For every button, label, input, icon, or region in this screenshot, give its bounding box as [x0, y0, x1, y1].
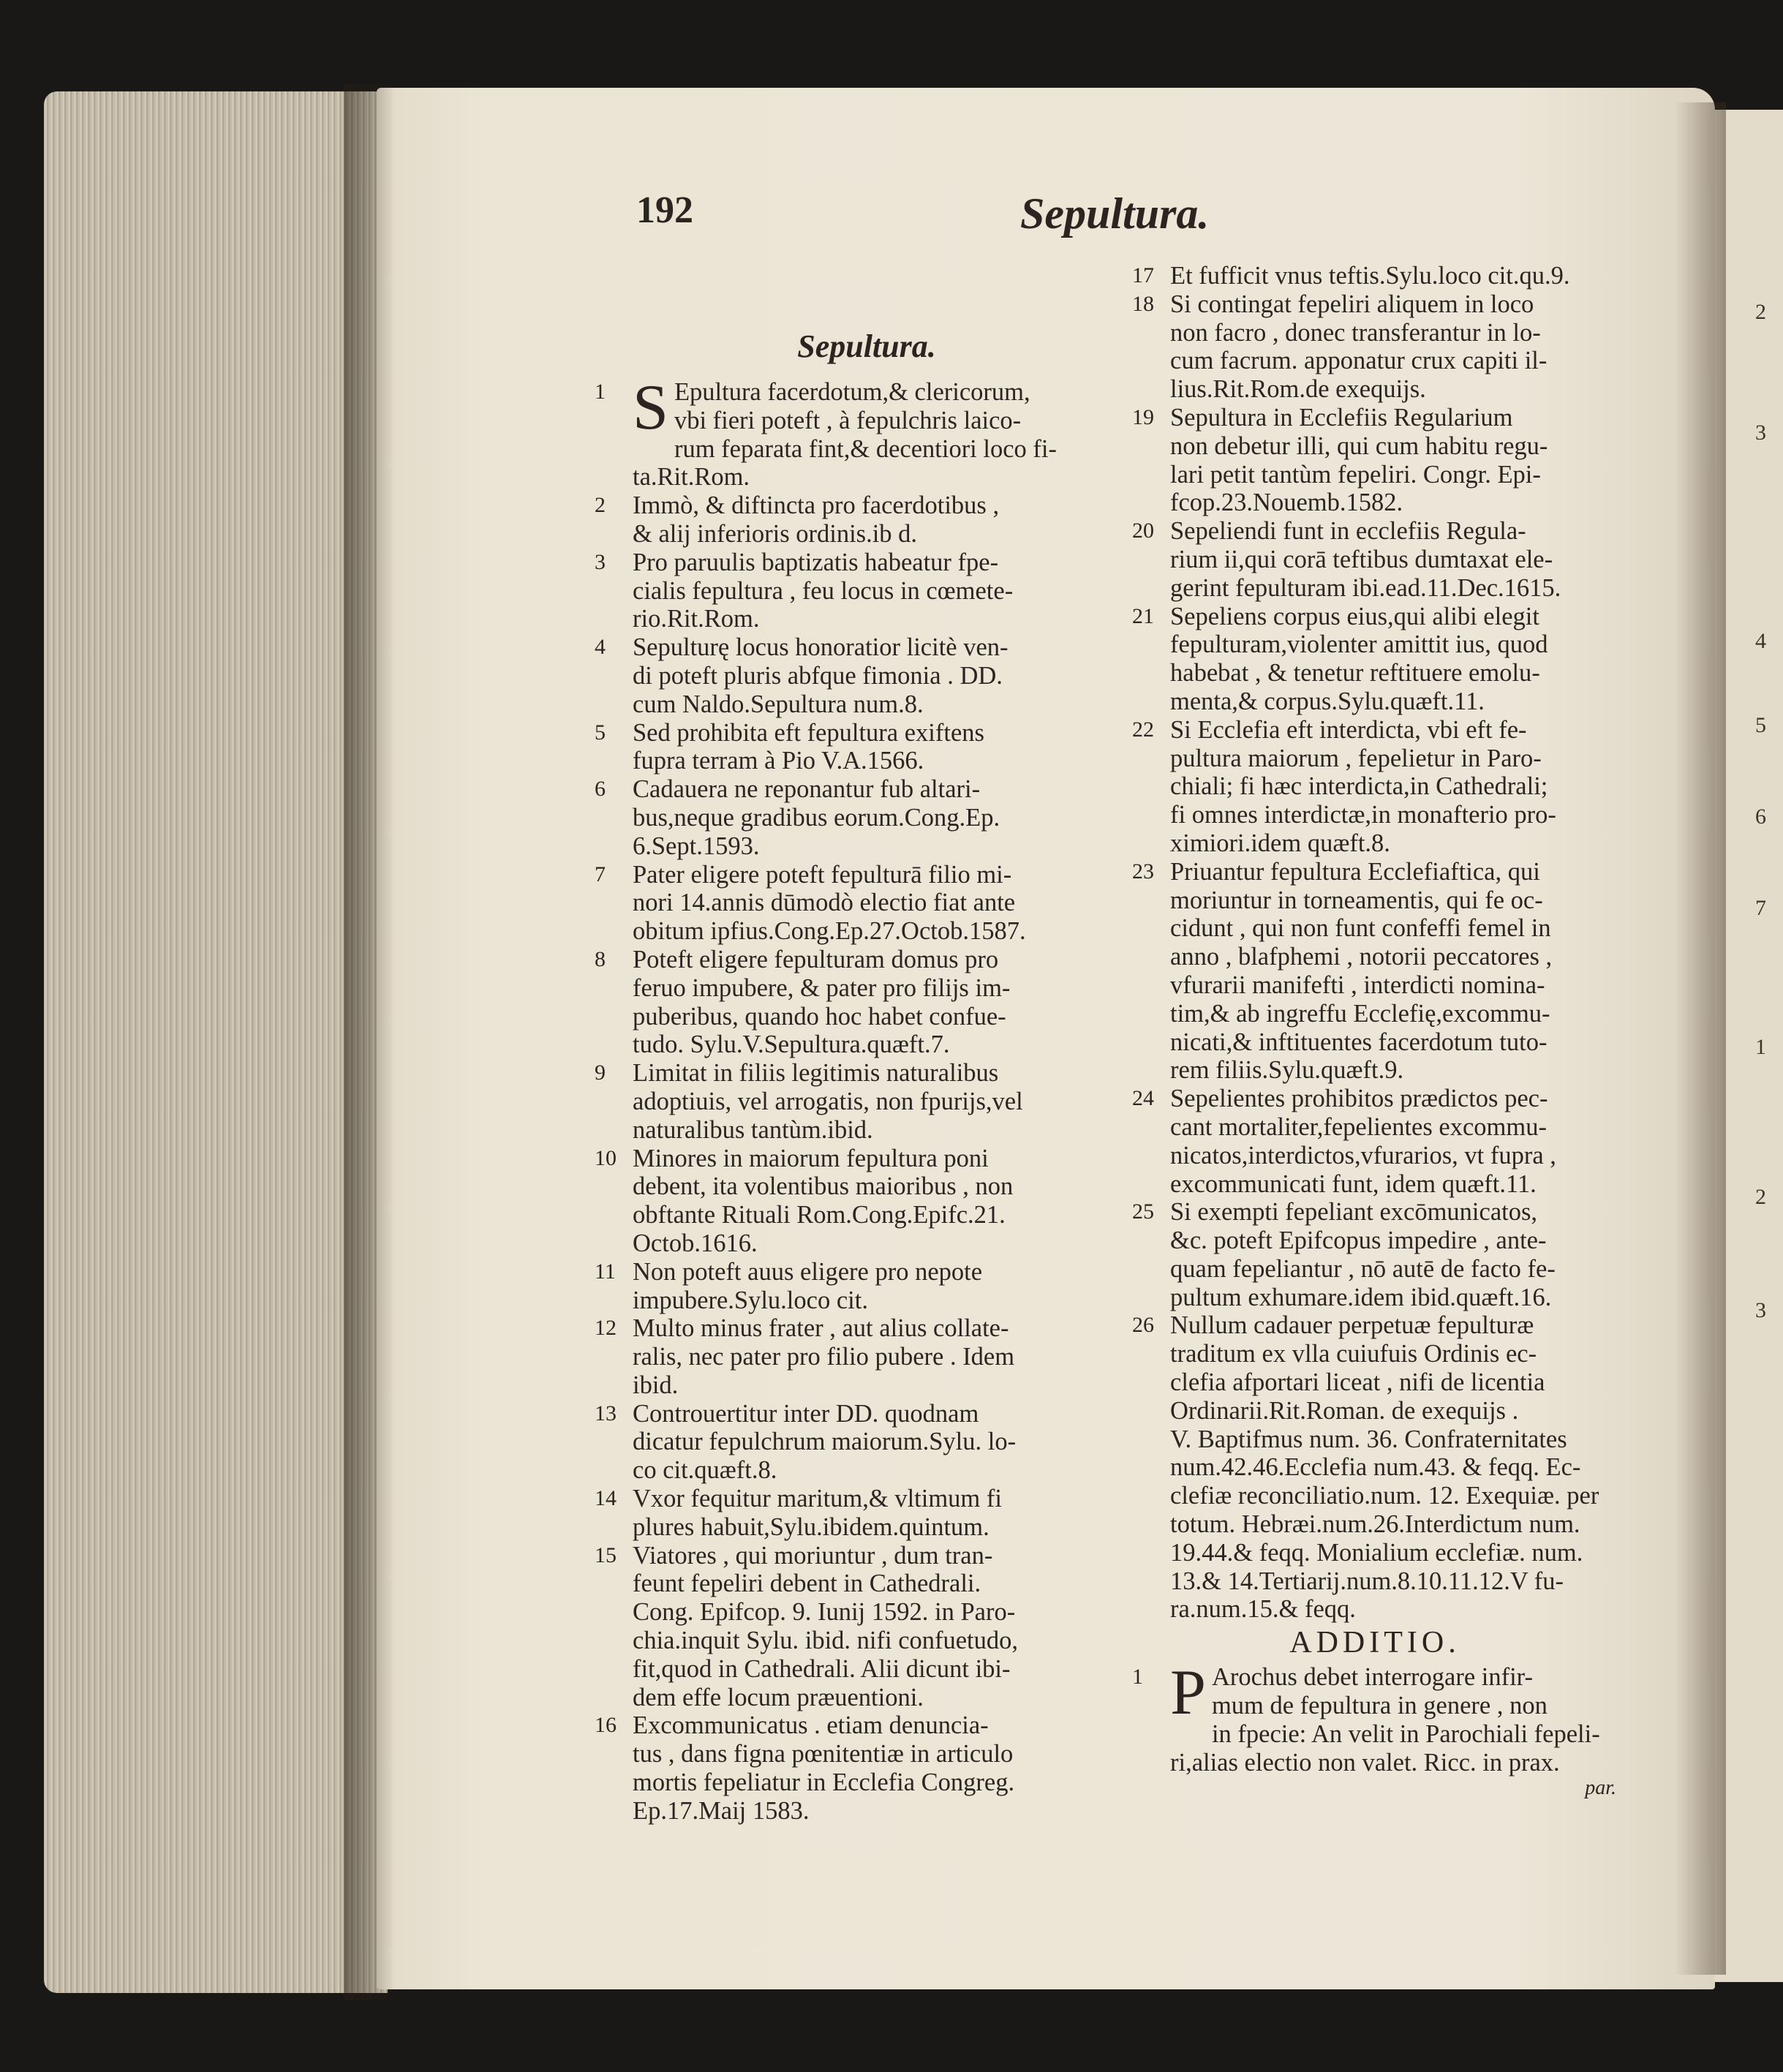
entry-text: Sepulturę locus honoratior licitè ven- di poteft pluris abfque fimonia . DD. cum Naldo.Sepultura num.8. [633, 633, 1009, 718]
entry [589, 946, 1115, 1059]
left-entries [589, 372, 1115, 1826]
entry-number: 2 [595, 493, 606, 518]
entry-text: Multo minus frater , aut alius collate- ralis, nec pater pro filio pubere . Idem ibid. [633, 1314, 1015, 1399]
entry-text: Sepultura in Ecclefiis Regularium non debetur illi, qui cum habitu regu- lari petit tantùm fepeliri. Congr. Epi- fcop.23.Nouemb.1582. [1170, 403, 1548, 517]
entry-text: Si exempti fepeliant excōmunicatos, &c. poteft Epifcopus impedire , ante- quam fepeliantur , nō autē de facto fe- pultum exhumare.idem ibid.quæft.16. [1170, 1198, 1556, 1311]
entry-number: 19 [1132, 404, 1154, 429]
right-column [1126, 262, 1624, 1800]
entry-text: Et fufficit vnus teftis.Sylu.loco cit.qu.9. [1170, 262, 1570, 290]
entry-number: 5 [595, 720, 606, 745]
entry-number: 4 [595, 635, 606, 660]
binding-shadow [344, 84, 395, 2000]
facing-page-number: 2 [1755, 1185, 1766, 1209]
entry [1126, 603, 1624, 716]
entry [589, 1059, 1115, 1144]
entry [589, 1314, 1115, 1399]
entry [1126, 262, 1624, 290]
addition-heading: ADDITIO. [1289, 1626, 1460, 1660]
entry-number: 1 [595, 380, 606, 404]
entry-text: Sepeliens corpus eius,qui alibi elegit fepulturam,violenter amittit ius, quod habebat , & tenetur reftituere emolu- menta,& corpus.Sylu.quæft.11. [1170, 602, 1548, 715]
facing-page-number: 7 [1755, 896, 1766, 920]
entry-number: 17 [1132, 263, 1154, 287]
entry [1126, 1198, 1624, 1311]
entry-text: Excommunicatus . etiam denuncia- tus , dans figna pœnitentiæ in articulo mortis fepeliatur in Ecclefia Congreg. Ep.17.Maij 1583. [633, 1711, 1015, 1825]
entry-number: 18 [1132, 291, 1154, 316]
entry-text: Controuertitur inter DD. quodnam dicatur fepulchrum maiorum.Sylu. lo- co cit.quæft.8. [633, 1399, 1017, 1485]
entry [589, 1400, 1115, 1485]
entry-text: Cadauera ne reponantur fub altari- bus,neque gradibus eorum.Cong.Ep. 6.Sept.1593. [633, 775, 1000, 860]
page-number: 192 [636, 189, 693, 231]
entry-number: 23 [1132, 859, 1154, 884]
facing-page-number: 1 [1755, 1035, 1766, 1059]
entry [589, 775, 1115, 860]
entry-text: Pro paruulis baptizatis habeatur fpe- cialis fepultura , feu locus in cœmete- rio.Rit.Rom. [633, 548, 1014, 633]
entry [589, 372, 1115, 491]
entry-text: Arochus debet interrogare infir- mum de fepultura in genere , non in fpecie: An velit in Parochiali fepeli- ri,alias electio non valet. Ricc. in prax. [1170, 1663, 1600, 1777]
running-head-title: Sepultura. [1020, 189, 1210, 238]
entry [589, 1542, 1115, 1712]
facing-page-number: 6 [1755, 805, 1766, 829]
entry-text: Epultura facerdotum,& clericorum, vbi fieri poteft , à fepulchris laico- rum feparata fint,& decentiori loco fi- ta.Rit.Rom. [633, 378, 1057, 491]
entry-text: Si contingat fepeliri aliquem in loco non facro , donec transferantur in lo- cum facrum. apponatur crux capiti il- lius.Rit.Rom.de exequijs. [1170, 290, 1548, 404]
entry [589, 1258, 1115, 1315]
entry-number: 25 [1132, 1199, 1154, 1224]
facing-page-number: 5 [1755, 713, 1766, 737]
entry [589, 719, 1115, 776]
entry-text: Vxor fequitur maritum,& vltimum fi plures habuit,Sylu.ibidem.quintum. [633, 1485, 1002, 1541]
entry-number: 13 [595, 1401, 617, 1425]
page-gutter [1675, 102, 1726, 1975]
book-fore-edge [44, 91, 388, 1993]
entry [1126, 1085, 1624, 1198]
entry-number: 14 [595, 1486, 617, 1511]
entry [589, 1485, 1115, 1542]
entry-number: 11 [595, 1259, 616, 1284]
entry [1126, 290, 1624, 404]
entry-number: 3 [595, 549, 606, 574]
entry [1126, 1311, 1624, 1624]
entry-text: Priuantur fepultura Ecclefiaftica, qui moriuntur in torneamentis, qui fe oc- cidunt , qui non funt confeffi femel in anno , blafphemi , notorii peccatores , vfurarii manifefti , interdicti nomina- tim,& ab ingreffu Ecclefię,excommu- nicati,& inftituentes facerdotum tuto- rem filiis.Sylu.quæft.9. [1170, 857, 1553, 1085]
entry-text: Immò, & diftincta pro facerdotibus , & alij inferioris ordinis.ib d. [633, 491, 1000, 548]
entry-text: Sepeliendi funt in ecclefiis Regula- rium ii,qui corā teftibus dumtaxat ele- gerint fepulturam ibi.ead.11.Dec.1615. [1170, 517, 1561, 602]
entry-text: Pater eligere poteft fepulturā filio mi- nori 14.annis dūmodò electio fiat ante obitum ipfius.Cong.Ep.27.Octob.1587. [633, 860, 1026, 946]
left-column [589, 325, 1115, 1826]
entry-text: Poteft eligere fepulturam domus pro feruo impubere, & pater pro filijs im- puberibus, quando hoc habet confue- tudo. Sylu.V.Sepultura.quæft.7. [633, 945, 1011, 1059]
entry-text: Nullum cadauer perpetuæ fepulturæ traditum ex vlla cuiufuis Ordinis ec- clefia afportari liceat , nifi de licentia Ordinarii.Rit.Roman. de exequijs . V. Baptifmus num. 36. Confraternitates num.42.46.Ecclefia num.43. & feqq. Ec- clefiæ reconciliatio.num. 12. Exequiæ. per totum. Hebræi.num.26.Interdictum num. 19.44.& feqq. Monialium ecclefiæ. num. 13.& 14.Tertiarij.num.8.10.11.12.V fu- ra.num.15.& feqq. [1170, 1311, 1599, 1624]
entry-text: Viatores , qui moriuntur , dum tran- feunt fepeliri debent in Cathedrali. Cong. Epifcop. 9. Iunij 1592. in Paro- chia.inquit Sylu. ibid. nifi confuetudo, fit,quod in Cathedrali. Alii dicunt ibi- dem effe locum præuentioni. [633, 1541, 1019, 1711]
entry-text: Minores in maiorum fepultura poni debent, ita volentibus maioribus , non obftante Rituali Rom.Cong.Epifc.21. Octob.1616. [633, 1144, 1014, 1257]
entry-number: 16 [595, 1713, 617, 1738]
entry [589, 549, 1115, 633]
facing-page-number: 3 [1755, 421, 1766, 445]
entry-number: 12 [595, 1316, 617, 1341]
entry-number: 26 [1132, 1313, 1154, 1338]
entry [589, 491, 1115, 549]
drop-cap: S [633, 372, 668, 443]
facing-page-number: 2 [1755, 300, 1766, 324]
entry [1126, 404, 1624, 517]
entry-number: 1 [1132, 1665, 1143, 1689]
drop-cap: P [1170, 1657, 1206, 1729]
entry-number: 22 [1132, 717, 1154, 742]
entry-number: 21 [1132, 603, 1154, 628]
entry-number: 9 [595, 1061, 606, 1085]
entry [589, 1711, 1115, 1825]
entry-number: 6 [595, 777, 606, 802]
entry-number: 15 [595, 1542, 617, 1567]
entry [589, 861, 1115, 946]
entry-number: 8 [595, 946, 606, 971]
section-title: Sepultura. [797, 328, 936, 364]
entry-number: 7 [595, 862, 606, 886]
catchword: par. [1585, 1777, 1616, 1800]
right-entries [1126, 262, 1624, 1624]
entry-text: Non poteft auus eligere pro nepote impubere.Sylu.loco cit. [633, 1257, 983, 1314]
entry-text: Sepelientes prohibitos prædictos pec- cant mortaliter,fepelientes excommu- nicatos,interdictos,vfurarios, vt fupra , excommunicati funt, idem quæft.11. [1170, 1085, 1556, 1198]
entry-text: Si Ecclefia eft interdicta, vbi eft fe- pultura maiorum , fepelietur in Paro- chiali; fi hæc interdicta,in Cathedrali; fi omnes interdictæ,in monafterio pro- ximiori.idem quæft.8. [1170, 715, 1556, 857]
entry-number: 24 [1132, 1086, 1154, 1111]
entry-text: Sed prohibita eft fepultura exiftens fupra terram à Pio V.A.1566. [633, 718, 984, 775]
entry-number: 20 [1132, 519, 1154, 543]
entry-text: Limitat in filiis legitimis naturalibus adoptiuis, vel arrogatis, non fpurijs,vel naturalibus tantùm.ibid. [633, 1059, 1023, 1144]
addition-entry [1126, 1657, 1624, 1777]
entry [1126, 716, 1624, 858]
entry [589, 1145, 1115, 1258]
entry [589, 633, 1115, 718]
entry [1126, 858, 1624, 1085]
facing-page-number: 3 [1755, 1298, 1766, 1322]
facing-page-number: 4 [1755, 629, 1766, 653]
entry-number: 10 [595, 1145, 617, 1170]
entry [1126, 517, 1624, 602]
